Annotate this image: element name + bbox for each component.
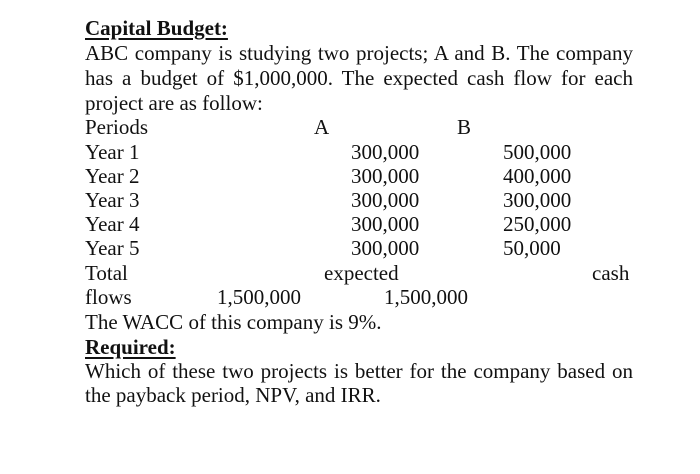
required-heading: Required:	[85, 335, 176, 359]
periods-header: Periods	[85, 115, 148, 139]
total-a: 1,500,000	[217, 285, 301, 309]
total-label-word-total: Total	[85, 261, 128, 285]
cashflow-a-year-1: 300,000	[351, 140, 420, 164]
project-a-header: A	[314, 115, 330, 139]
intro-line-2: has a budget of $1,000,000. The expected cash flow for each	[85, 66, 633, 90]
cashflow-a-year-4: 300,000	[351, 212, 420, 236]
cashflow-b-year-4: 250,000	[503, 212, 572, 236]
period-year-4: Year 4	[85, 212, 140, 236]
period-year-1: Year 1	[85, 140, 140, 164]
cashflow-a-year-5: 300,000	[351, 236, 420, 260]
total-label-word-expected: expected	[324, 261, 399, 285]
period-year-3: Year 3	[85, 188, 140, 212]
cashflow-b-year-3: 300,000	[503, 188, 572, 212]
section-heading: Capital Budget:	[85, 16, 228, 40]
cashflow-b-year-2: 400,000	[503, 164, 572, 188]
intro-line-3: project are as follow:	[85, 91, 263, 115]
question-line-2: the payback period, NPV, and IRR.	[85, 383, 381, 407]
period-year-2: Year 2	[85, 164, 140, 188]
total-b: 1,500,000	[384, 285, 468, 309]
cashflow-b-year-1: 500,000	[503, 140, 572, 164]
cashflow-a-year-3: 300,000	[351, 188, 420, 212]
wacc-statement: The WACC of this company is 9%.	[85, 310, 382, 334]
total-label-word-flows: flows	[85, 285, 132, 309]
project-b-header: B	[457, 115, 472, 139]
question-line-1: Which of these two projects is better for the company based on	[85, 359, 633, 383]
cashflow-b-year-5: 50,000	[503, 236, 561, 260]
cashflow-a-year-2: 300,000	[351, 164, 420, 188]
intro-line-1: ABC company is studying two projects; A and B. The company	[85, 41, 633, 65]
period-year-5: Year 5	[85, 236, 140, 260]
total-label-word-cash: cash	[592, 261, 630, 285]
